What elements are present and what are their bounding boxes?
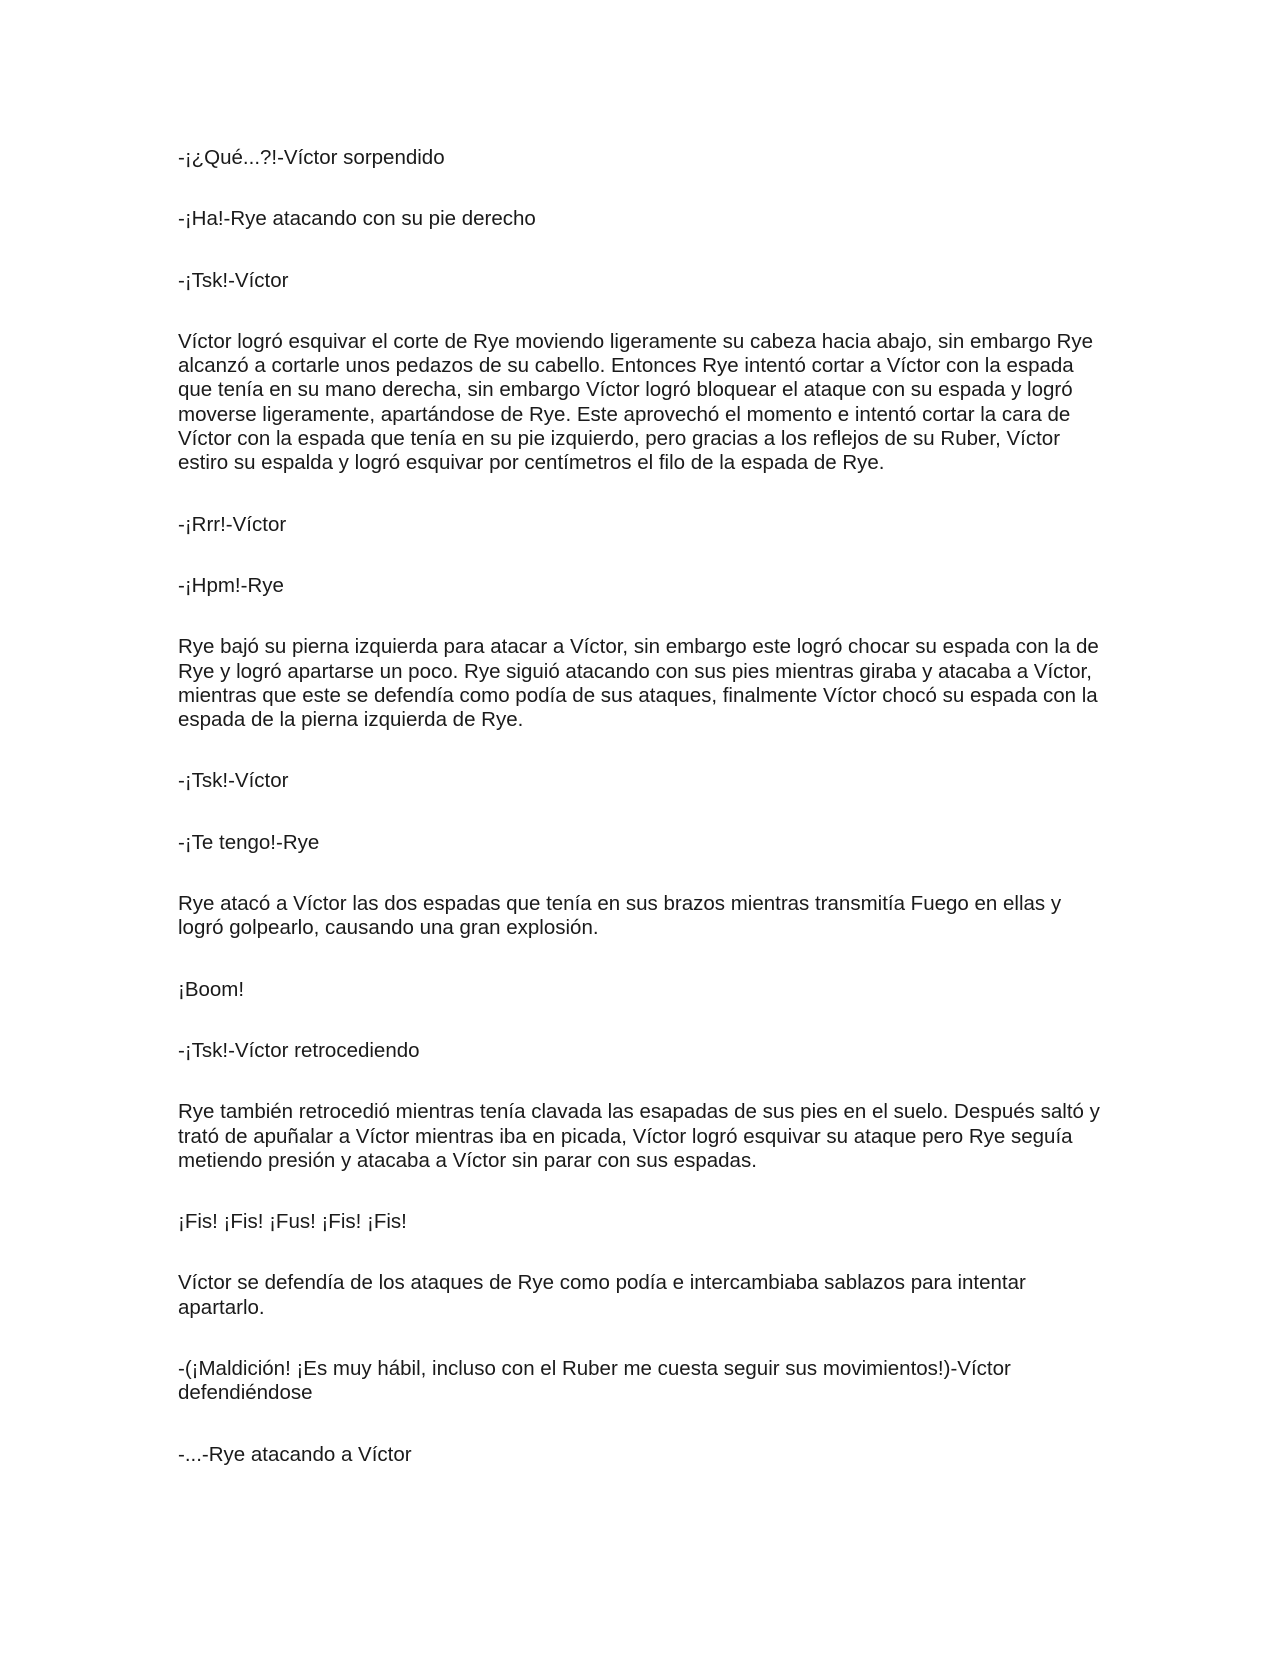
dialogue-line: -¡Ha!-Rye atacando con su pie derecho [178,207,536,231]
sound-effect-line: ¡Boom! [178,977,245,1001]
dialogue-line: -¡Te tengo!-Rye [178,830,320,854]
narrative-paragraph: Rye también retrocedió mientras tenía clavada las esapadas de sus pies en el suelo. Después saltó y trató de apuñalar a Víctor mientras iba en picada, Víctor logró esquivar su ataque pero Rye seguía metiendo presión y atacaba a Víctor sin parar con sus espadas. [178,1100,1100,1172]
dialogue-line: -¡Rrr!-Víctor [178,512,287,536]
narrative-paragraph: Víctor se defendía de los ataques de Rye como podía e intercambiaba sablazos para intentar apartarlo. [178,1271,1026,1319]
dialogue-line: -(¡Maldición! ¡Es muy hábil, incluso con el Ruber me cuesta seguir sus movimientos!)-Víctor defendiéndose [178,1357,1011,1405]
document-body [178,146,1108,1504]
dialogue-line: -¡Tsk!-Víctor [178,268,289,292]
dialogue-line: -¡Hpm!-Rye [178,573,284,597]
dialogue-line: -¡Tsk!-Víctor [178,769,289,793]
narrative-paragraph: Víctor logró esquivar el corte de Rye moviendo ligeramente su cabeza hacia abajo, sin embargo Rye alcanzó a cortarle unos pedazos de su cabello. Entonces Rye intentó cortar a Víctor con la espada que tenía en su mano derecha, sin embargo Víctor logró bloquear el ataque con su espada y logró moverse ligeramente, apartándose de Rye. Este aprovechó el momento e intentó cortar la cara de Víctor con la espada que tenía en su pie izquierdo, pero gracias a los reflejos de su Ruber, Víctor estiro su espalda y logró esquivar por centímetros el filo de la espada de Rye. [178,329,1094,475]
dialogue-line: -¡¿Qué...?!-Víctor sorpendido [178,146,445,169]
narrative-paragraph: Rye atacó a Víctor las dos espadas que tenía en sus brazos mientras transmitía Fuego en ellas y logró golpearlo, causando una gran explosión. [178,892,1062,940]
dialogue-line: -...-Rye atacando a Víctor [178,1442,412,1466]
sound-effect-line: ¡Fis! ¡Fis! ¡Fus! ¡Fis! ¡Fis! [178,1210,407,1234]
narrative-paragraph: Rye bajó su pierna izquierda para atacar a Víctor, sin embargo este logró chocar su espada con la de Rye y logró apartarse un poco. Rye siguió atacando con sus pies mientras giraba y atacaba a Víctor, mientras que este se defendía como podía de sus ataques, finalmente Víctor chocó su espada con la espada de la pierna izquierda de Rye. [178,635,1099,732]
dialogue-line: -¡Tsk!-Víctor retrocediendo [178,1038,420,1062]
